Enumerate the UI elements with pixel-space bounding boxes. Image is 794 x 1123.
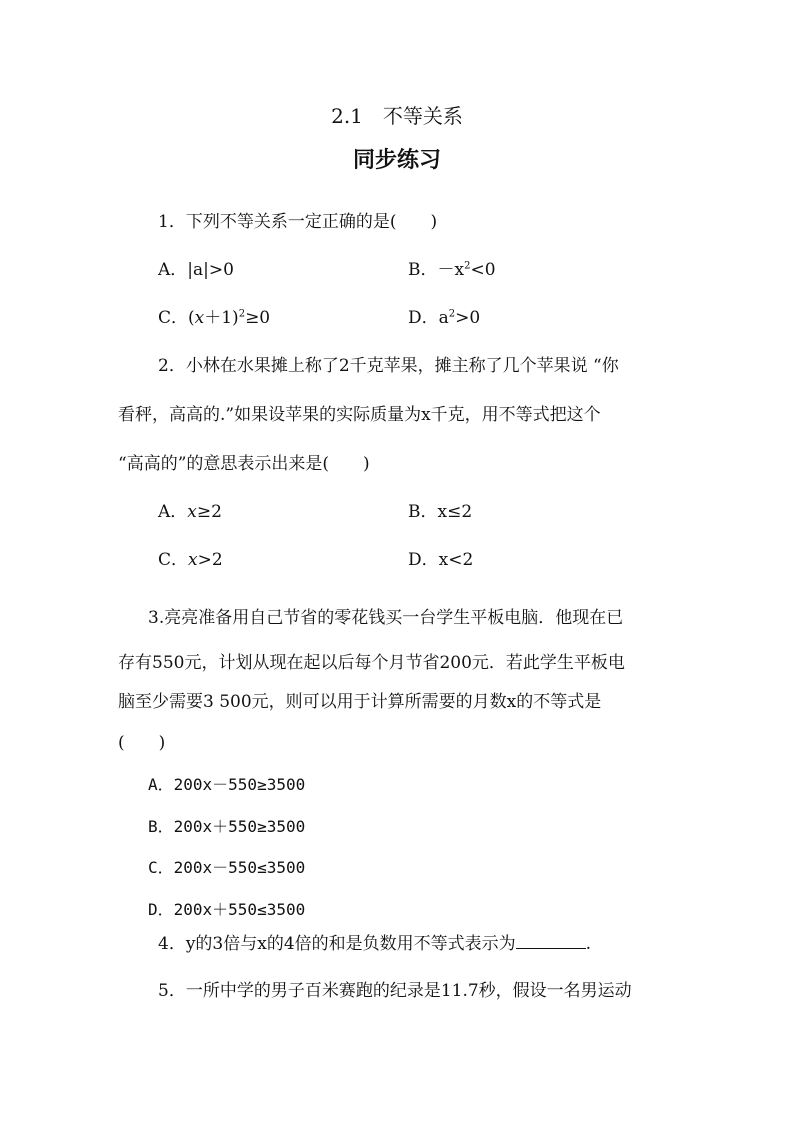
q4-answer-blank[interactable] <box>516 932 586 949</box>
q3-line-3: 脑至少需要3 500元，则可以用于计算所需要的月数x的不等式是 <box>118 692 602 712</box>
q1-stem: 1．下列不等关系一定正确的是( ) <box>158 212 438 232</box>
q3-line-4: ( ) <box>118 733 166 753</box>
q5-line-1: 5．一所中学的男子百米赛跑的纪录是11.7秒，假设一名男运动 <box>158 981 632 1001</box>
q3-option-a: A．200x－550≥3500 <box>148 775 306 794</box>
q2-line-1: 2．小林在水果摊上称了2千克苹果，摊主称了几个苹果说 “你 <box>158 356 619 376</box>
q2-option-a: A．x≥2 <box>158 502 222 522</box>
q3-option-c: C．200x－550≤3500 <box>148 858 306 877</box>
page-title: 2.1 不等关系 <box>331 104 463 128</box>
q1-option-c: C．$(x+1)^2\ge 0$ <box>158 308 271 328</box>
page-subtitle: 同步练习 <box>352 147 441 173</box>
q3-line-1: 3.亮亮准备用自己节省的零花钱买一台学生平板电脑．他现在已 <box>148 608 624 628</box>
q2-line-3: “高高的”的意思表示出来是( ) <box>118 454 370 474</box>
q2-option-d: D．x<2 <box>408 550 474 570</box>
q1-option-a: A．|a|>0 <box>158 260 234 280</box>
q3-option-d: D．200x＋550≤3500 <box>148 900 306 919</box>
q2-option-b: B．x≤2 <box>408 502 473 522</box>
q3-line-2: 存有550元，计划从现在起以后每个月节省200元．若此学生平板电 <box>118 653 625 673</box>
q2-line-2: 看秤，高高的.”如果设苹果的实际质量为x千克，用不等式把这个 <box>118 405 601 425</box>
q4-stem: 4．y的3倍与x的4倍的和是负数用不等式表示为 . <box>158 934 592 954</box>
q1-option-b: B．$-x^2<0$ <box>408 260 496 280</box>
q3-option-b: B．200x＋550≥3500 <box>148 817 306 836</box>
q1-option-d: D．$a^2>0$ <box>408 308 481 328</box>
q2-option-c: C．x>2 <box>158 550 223 570</box>
